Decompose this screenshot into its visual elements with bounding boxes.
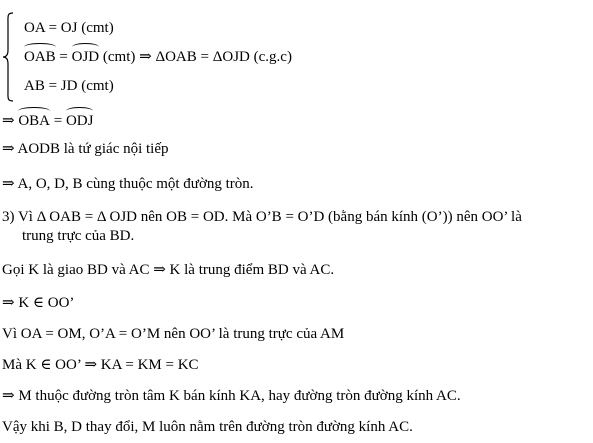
paragraph-4: Gọi K là giao BD và AC ⇒ K là trung điểm BD và AC.: [2, 262, 335, 278]
paragraph-7: Mà K ∈ OO’ ⇒ KA = KM = KC: [2, 357, 199, 373]
paragraph-8: ⇒ M thuộc đường tròn tâm K bán kính KA, hay đường tròn đường kính AC.: [2, 388, 461, 404]
paragraph-1: ⇒ AODB là tứ giác nội tiếp: [2, 141, 169, 157]
paragraph-3a: 3) Vì Δ OAB = Δ OJD nên OB = OD. Mà O’B = O’D (bằng bán kính (O’)) nên OO’ là: [2, 209, 522, 225]
system-brace: [2, 12, 14, 102]
paragraph-9: Vậy khi B, D thay đổi, M luôn nằm trên đường tròn đường kính AC.: [2, 419, 413, 435]
arc-ojd: OJD: [71, 49, 100, 65]
conclusion-line: ⇒ OBA = ODJ: [2, 113, 94, 129]
paragraph-2: ⇒ A, O, D, B cùng thuộc một đường tròn.: [2, 176, 254, 192]
arc-odj: ODJ: [65, 113, 94, 129]
system-line-3: AB = JD (cmt): [24, 78, 114, 94]
system-line-1: OA = OJ (cmt): [24, 20, 114, 36]
paragraph-5: ⇒ K ∈ OO’: [2, 295, 75, 311]
system-line-2: OAB = OJD (cmt) ⇒ ΔOAB = ΔOJD (c.g.c): [24, 49, 292, 65]
paragraph-6: Vì OA = OM, O’A = O’M nên OO’ là trung trực của AM: [2, 326, 345, 342]
paragraph-3b: trung trực của BD.: [22, 228, 135, 244]
arc-oba: OBA: [18, 113, 50, 129]
arc-oab: OAB: [24, 49, 56, 65]
